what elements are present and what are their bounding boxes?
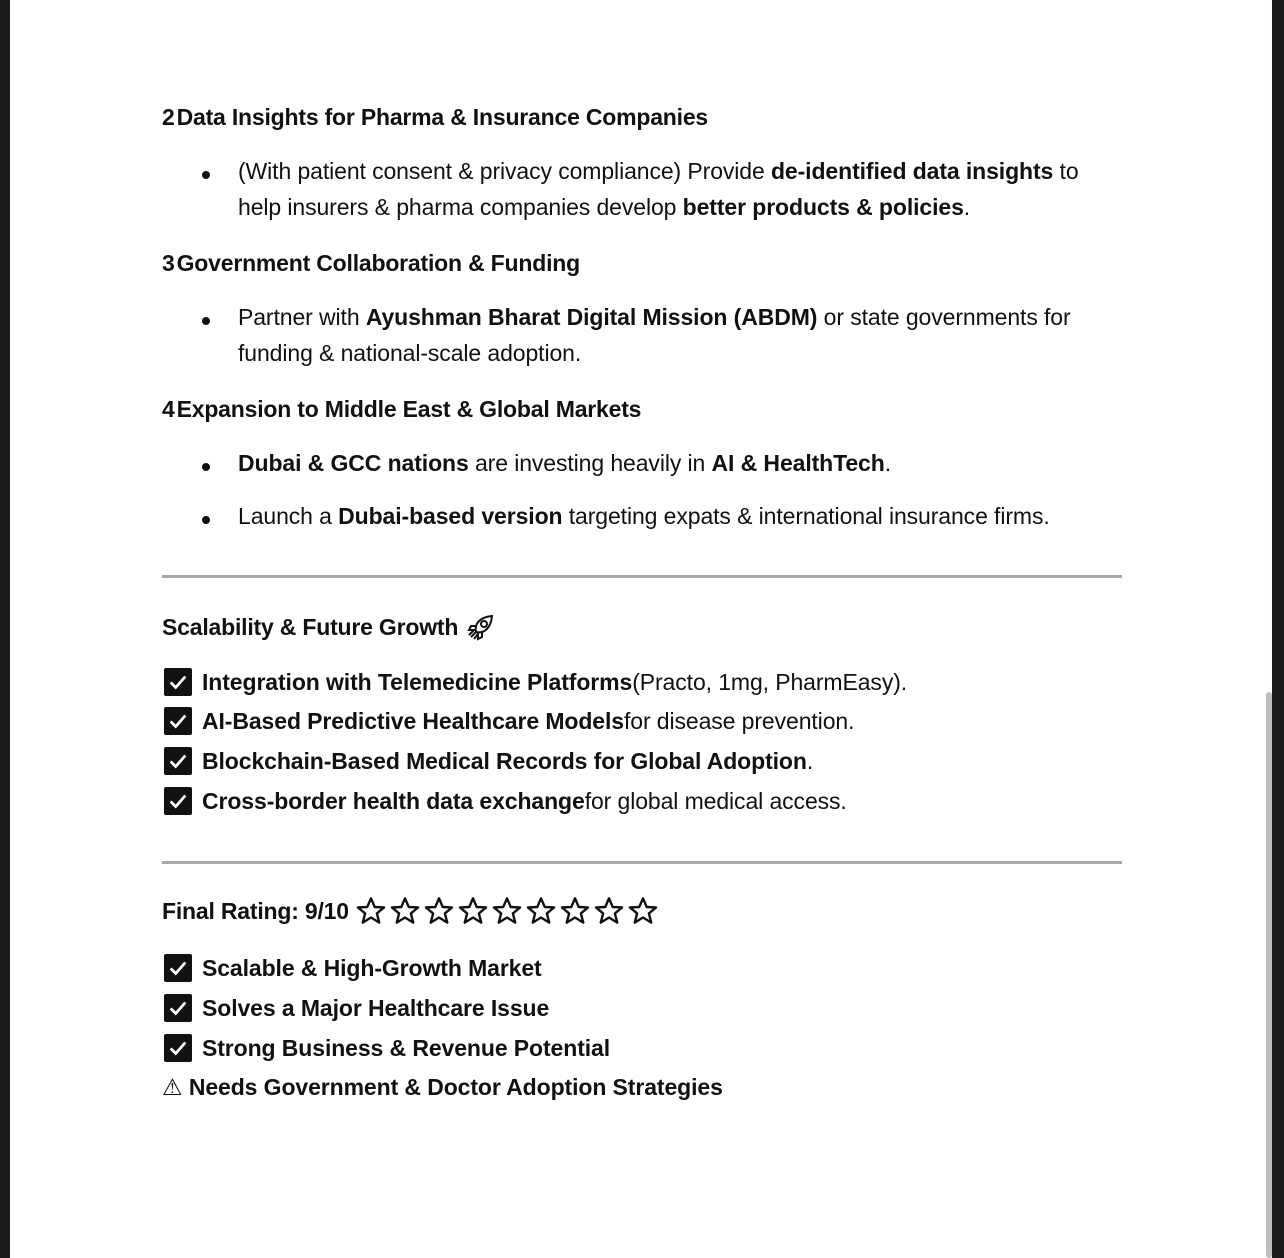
section-title: Expansion to Middle East & Global Markets (176, 396, 642, 422)
list-item: AI-Based Predictive Healthcare Models for disease prevention. (164, 707, 854, 735)
section-number: 3 (162, 250, 175, 276)
warning-item: ⚠ Needs Government & Doctor Adoption Strategies (162, 1074, 723, 1101)
rocket-icon (466, 612, 496, 642)
section-heading-expansion (162, 396, 641, 423)
rating-heading (162, 895, 659, 927)
bullet-dot (202, 463, 210, 471)
paragraph-line: Partner with Ayushman Bharat Digital Mission (ABDM) or state governments for (238, 304, 1071, 330)
scalability-heading (162, 612, 496, 642)
bullet-dot (202, 171, 210, 179)
list-item: Launch a Dubai-based version targeting expats & international insurance firms. (238, 503, 1050, 529)
star-icon (593, 895, 625, 927)
list-item: Dubai & GCC nations are investing heavily in AI & HealthTech. (238, 450, 892, 476)
list-item: Blockchain-Based Medical Records for Global Adoption . (164, 747, 813, 775)
checkmark-icon (164, 747, 192, 775)
bullet-dot (202, 317, 210, 325)
horizontal-rule (162, 861, 1122, 864)
checkmark-icon (164, 1034, 192, 1062)
star-icon (491, 895, 523, 927)
scalability-title: Scalability & Future Growth (162, 613, 459, 640)
star-icon (457, 895, 489, 927)
section-heading-government (162, 250, 580, 277)
section-heading-data-insights (162, 104, 708, 131)
bullet-dot (202, 516, 210, 524)
checkmark-icon (164, 954, 192, 982)
star-icon (389, 895, 421, 927)
rating-stars (355, 895, 659, 927)
rating-label: Final Rating: 9/10 (162, 897, 349, 924)
scrollbar-thumb[interactable] (1266, 692, 1272, 1258)
list-item: Scalable & High-Growth Market (164, 954, 542, 982)
checkmark-icon (164, 994, 192, 1022)
checkmark-icon (164, 707, 192, 735)
checkmark-icon (164, 787, 192, 815)
document-page (10, 0, 1272, 1258)
list-item: Cross-border health data exchange for global medical access. (164, 787, 847, 815)
section-number: 2 (162, 104, 175, 130)
checkmark-icon (164, 668, 192, 696)
star-icon (627, 895, 659, 927)
star-icon (525, 895, 557, 927)
star-icon (559, 895, 591, 927)
list-item: Integration with Telemedicine Platforms (Practo, 1mg, PharmEasy). (164, 668, 907, 696)
list-item: Strong Business & Revenue Potential (164, 1034, 610, 1062)
horizontal-rule (162, 575, 1122, 578)
section-title: Government Collaboration & Funding (176, 250, 580, 276)
paragraph-line: funding & national-scale adoption. (238, 340, 582, 366)
paragraph-line: (With patient consent & privacy compliance) Provide de-identified data insights to (238, 158, 1079, 184)
section-number: 4 (162, 396, 175, 422)
star-icon (355, 895, 387, 927)
paragraph-line: help insurers & pharma companies develop better products & policies. (238, 194, 971, 220)
star-icon (423, 895, 455, 927)
warning-icon: ⚠ (162, 1075, 183, 1101)
section-title: Data Insights for Pharma & Insurance Companies (176, 104, 709, 130)
list-item: Solves a Major Healthcare Issue (164, 994, 549, 1022)
